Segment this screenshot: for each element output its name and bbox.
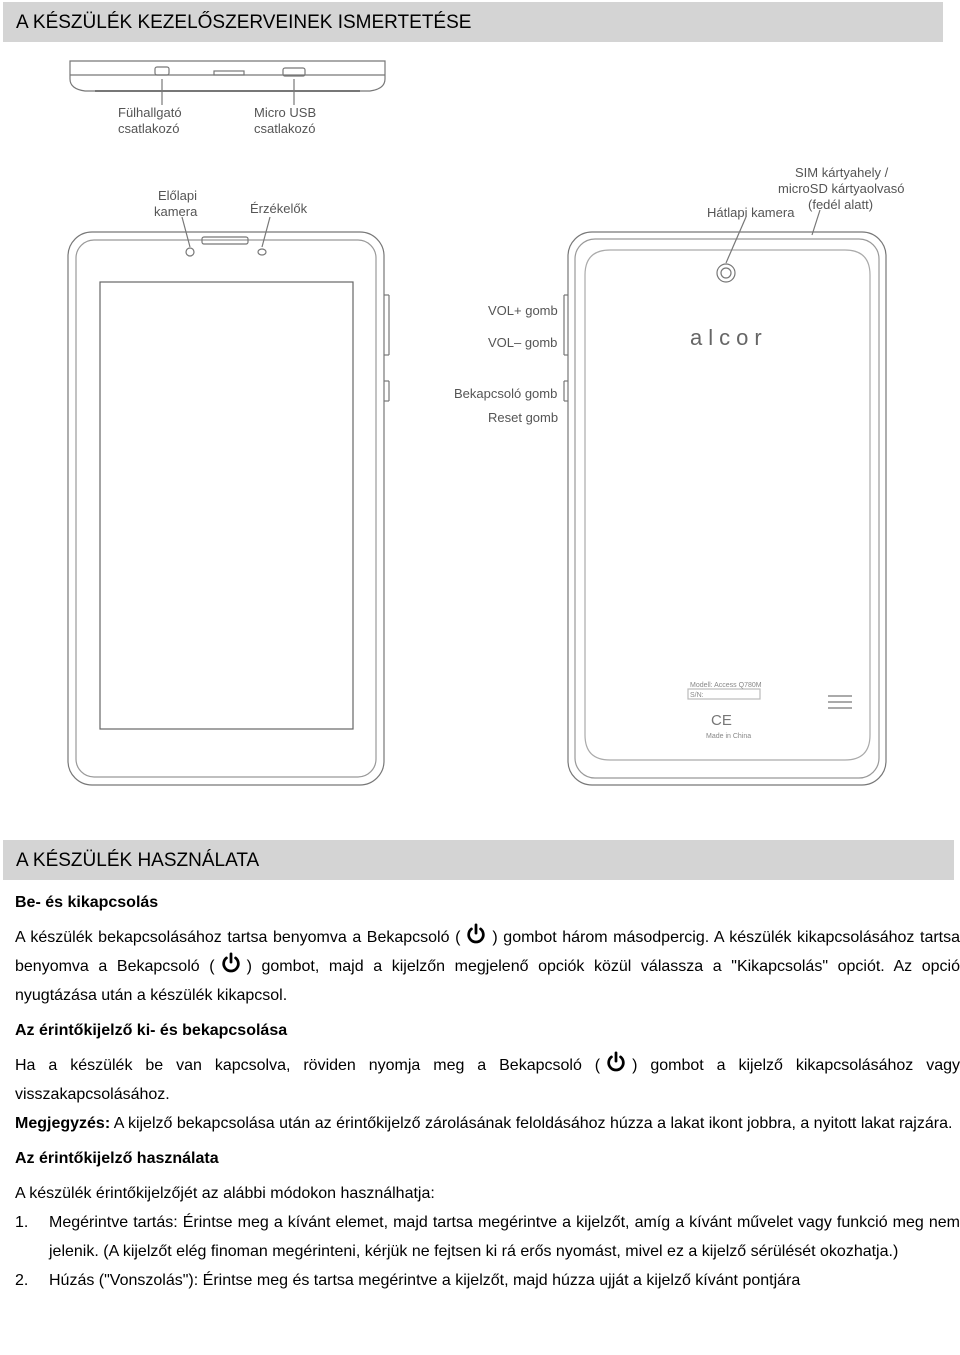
label-vol-minus: VOL– gomb	[488, 335, 558, 350]
list-item-number: 1.	[15, 1214, 29, 1231]
label-sim-3: (fedél alatt)	[808, 197, 874, 212]
list-item-text: Megérintve tartás: Érintse meg a kívánt elemet, majd tartsa megérintve a kijelzőt, amíg a kívánt művelet vagy funkció meg nem jelenik. (A kijelzőt elég finoman megérinteni, kérjük ne fejtsen ki rá erős nyomást, mivel ez a kijelző sérülését okozhatja.)	[49, 1214, 960, 1260]
paragraph-touchscreen	[15, 1051, 960, 1109]
label-headphone-2: csatlakozó	[118, 121, 180, 136]
list-item-text: Húzás ("Vonszolás"): Érintse meg és tartsa megérintve a kijelzőt, majd húzza ujját a kijelző kívánt pontjára	[49, 1272, 801, 1289]
note-label: Megjegyzés:	[15, 1115, 111, 1132]
label-front-camera-2: kamera	[154, 204, 198, 219]
device-diagram	[0, 45, 960, 835]
heading-touchscreen-on-off: Az érintőkijelző ki- és bekapcsolása	[15, 1022, 288, 1039]
list-item	[15, 1266, 960, 1295]
device-front-view	[68, 217, 389, 785]
power-icon	[220, 952, 242, 974]
back-made-in: Made in China	[706, 733, 752, 740]
paragraph-touchscreen-part1: Ha a készülék be van kapcsolva, röviden nyomja meg a Bekapcsoló (	[15, 1057, 601, 1074]
paragraph-power-part3: ) gombot, majd a kijelzőn megjelenő opciók közül válassza a "Kikapcsolás" opciót. Az opció nyugtázása után a készülék kikapcsol.	[15, 958, 960, 1004]
label-sim-1: SIM kártyahely /	[795, 165, 889, 180]
heading-power-on-off: Be- és kikapcsolás	[15, 894, 159, 911]
power-icon	[465, 923, 487, 945]
device-back-view	[564, 210, 886, 785]
paragraph-power-part1: A készülék bekapcsolásához tartsa benyomva a Bekapcsoló (	[15, 929, 461, 946]
list-item-number: 2.	[15, 1272, 29, 1289]
label-rear-camera: Hátlapi kamera	[707, 205, 795, 220]
label-reset: Reset gomb	[488, 410, 559, 425]
paragraph-power	[15, 923, 960, 1010]
label-front-camera-1: Előlapi	[158, 188, 198, 203]
paragraph-touchscreen-part2: ) gombot a kijelző kikapcsolásához vagy visszakapcsolásához.	[15, 1057, 960, 1103]
label-headphone-1: Fülhallgató	[118, 105, 182, 120]
label-microusb-2: csatlakozó	[254, 121, 316, 136]
section-title-controls-text: A KÉSZÜLÉK KEZELŐSZERVEINEK ISMERTETÉSE	[16, 11, 472, 33]
power-icon	[605, 1051, 627, 1073]
back-ce: CE	[711, 712, 732, 729]
back-model: Modell: Access Q780M	[690, 682, 762, 689]
paragraph-note	[15, 1109, 960, 1138]
label-vol-plus: VOL+ gomb	[488, 303, 558, 318]
back-sn: S/N:	[690, 692, 704, 699]
note-text: A kijelző bekapcsolása után az érintőkijelző zárolásának feloldásához húzza a lakat ikont jobbra, a nyitott lakat rajzára.	[110, 1115, 953, 1132]
section-title-usage-text: A KÉSZÜLÉK HASZNÁLATA	[16, 849, 260, 871]
section-title-usage	[3, 840, 954, 880]
label-sim-2: microSD kártyaolvasó	[778, 181, 905, 196]
list-item	[15, 1208, 960, 1266]
label-microusb-1: Micro USB	[254, 105, 317, 120]
section-title-controls	[3, 2, 943, 42]
paragraph-power-part2: ) gombot három másodpercig. A készülék kikapcsolásához tartsa benyomva a Bekapcsoló (	[15, 929, 960, 975]
paragraph-usage-intro: A készülék érintőkijelzőjét az alábbi módokon használhatja:	[15, 1185, 435, 1202]
label-power: Bekapcsoló gomb	[454, 386, 558, 401]
label-sensors: Érzékelők	[250, 201, 308, 216]
back-logo: alcor	[690, 325, 768, 350]
usage-content	[15, 888, 960, 1295]
heading-touchscreen-usage: Az érintőkijelző használata	[15, 1150, 219, 1167]
device-top-view	[70, 61, 385, 105]
